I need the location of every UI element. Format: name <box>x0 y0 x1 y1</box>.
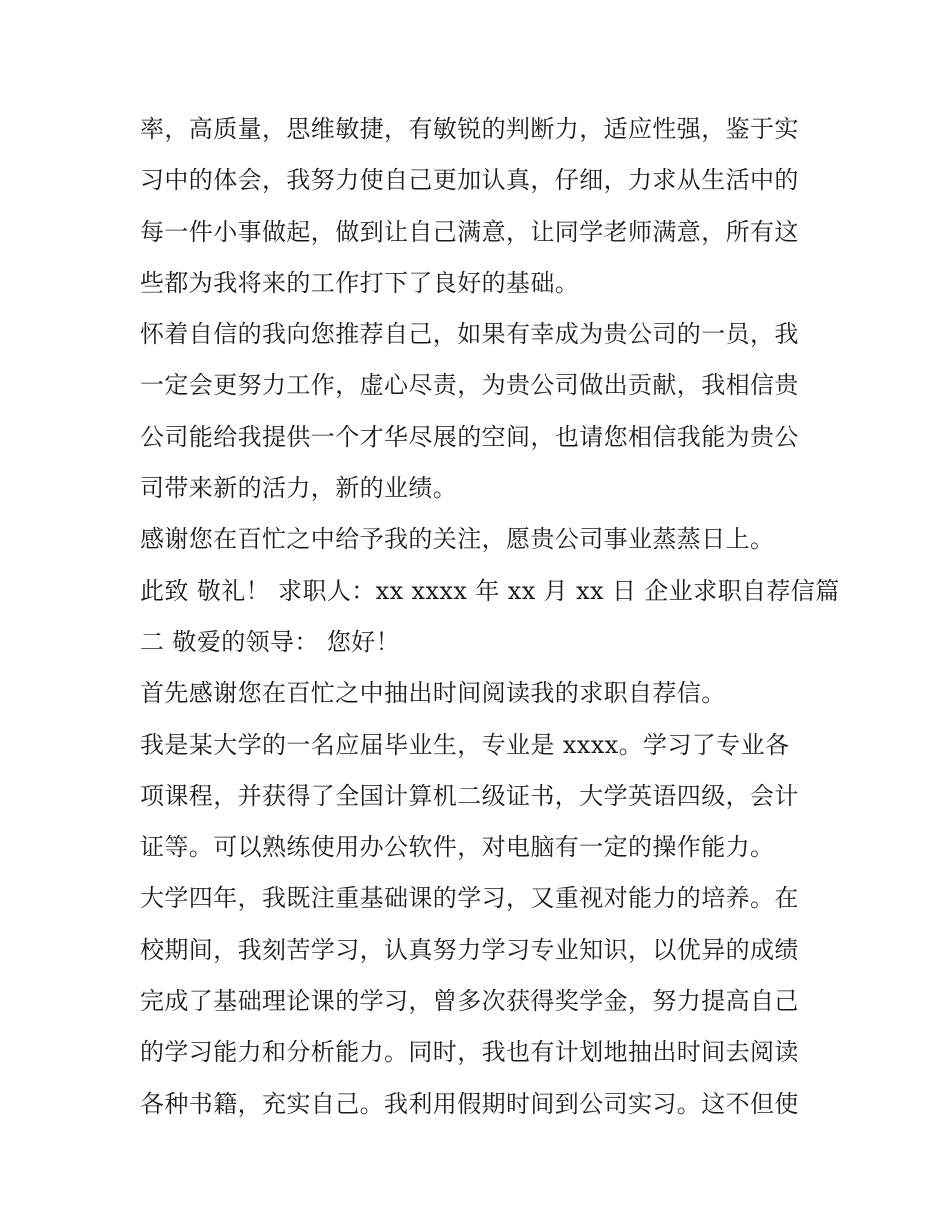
text-line: 我是某大学的一名应届毕业生，专业是 xxxx。学习了专业各 <box>140 730 790 759</box>
text-line: 些都为我将来的工作打下了良好的基础。 <box>140 268 580 297</box>
text-line: 此致 敬礼！ 求职人：xx xxxx 年 xx 月 xx 日 企业求职自荐信篇 <box>140 576 840 605</box>
text-line: 各种书籍，充实自己。我利用假期时间到公司实习。这不但使 <box>140 1089 799 1118</box>
text-line: 一定会更努力工作，虚心尽责，为贵公司做出贡献，我相信贵 <box>140 371 799 400</box>
text-line: 证等。可以熟练使用办公软件，对电脑有一定的操作能力。 <box>140 833 775 862</box>
text-line: 项课程，并获得了全国计算机二级证书，大学英语四级，会计 <box>140 781 799 810</box>
text-line: 完成了基础理论课的学习，曾多次获得奖学金，努力提高自己 <box>140 987 799 1016</box>
text-line: 校期间，我刻苦学习，认真努力学习专业知识，以优异的成绩 <box>140 935 799 964</box>
text-line: 司带来新的活力，新的业绩。 <box>140 474 458 503</box>
text-line: 率，高质量，思维敏捷，有敏锐的判断力，适应性强，鉴于实 <box>140 115 799 143</box>
text-line: 首先感谢您在百忙之中抽出时间阅读我的求职自荐信。 <box>140 679 726 708</box>
text-line: 感谢您在百忙之中给予我的关注，愿贵公司事业蒸蒸日上。 <box>140 525 775 554</box>
text-line: 怀着自信的我向您推荐自己，如果有幸成为贵公司的一员，我 <box>140 320 799 349</box>
text-line: 习中的体会，我努力使自己更加认真，仔细，力求从生活中的 <box>140 166 799 195</box>
text-line: 公司能给我提供一个才华尽展的空间，也请您相信我能为贵公 <box>140 422 799 451</box>
text-line: 大学四年，我既注重基础课的学习，又重视对能力的培养。在 <box>140 884 799 913</box>
document-body <box>140 104 840 1130</box>
text-line: 每一件小事做起，做到让自己满意，让同学老师满意，所有这 <box>140 217 799 246</box>
text-line: 的学习能力和分析能力。同时，我也有计划地抽出时间去阅读 <box>140 1038 799 1067</box>
text-line: 二 敬爱的领导： 您好！ <box>140 627 401 656</box>
